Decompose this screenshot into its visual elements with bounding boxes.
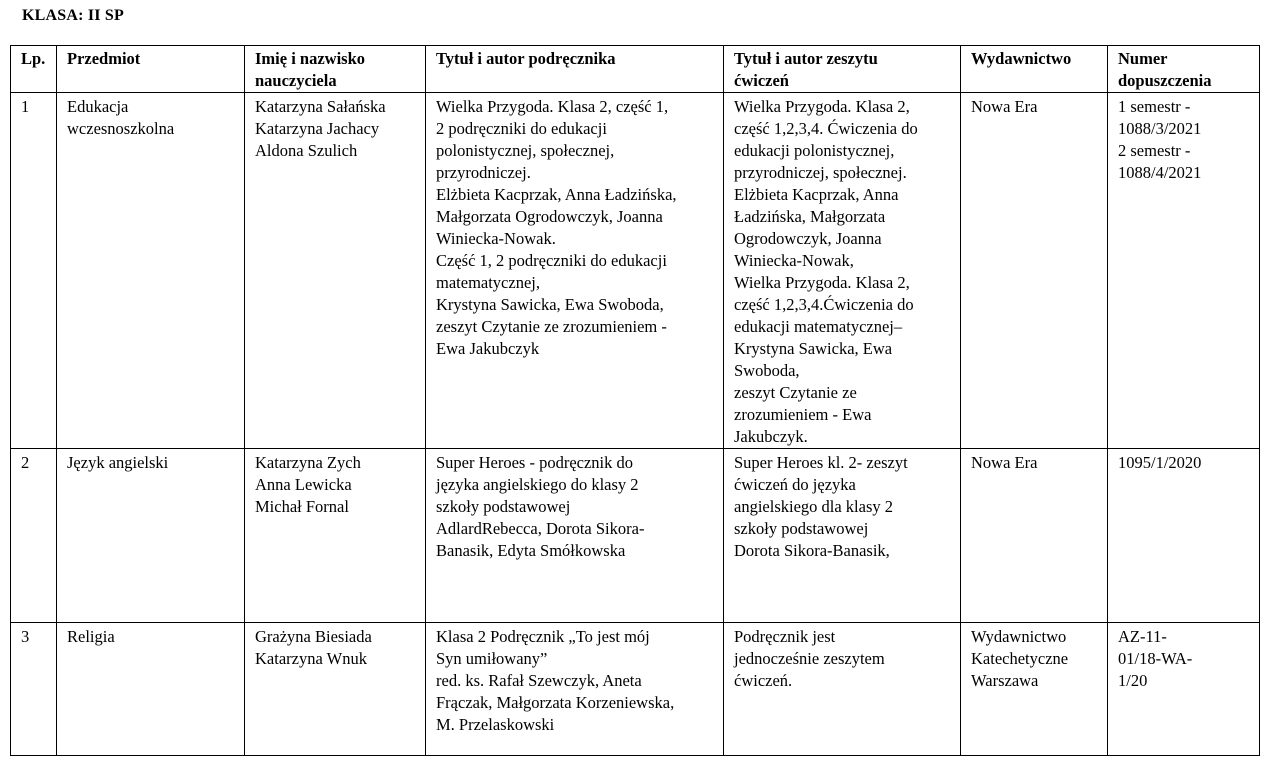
class-title: KLASA: II SP: [22, 7, 124, 24]
cell-line: Edukacja: [67, 97, 129, 116]
cell-line: Syn umiłowany”: [436, 649, 548, 668]
header-workbook: [724, 46, 961, 93]
cell-line: Dorota Sikora-Banasik,: [734, 541, 890, 560]
cell-teacher: [245, 449, 426, 623]
cell-line: dopuszczenia: [1118, 71, 1212, 90]
header-lp: Lp.: [11, 46, 57, 93]
cell-approval: [1108, 449, 1260, 623]
cell-line: Ładzińska, Małgorzata: [734, 207, 886, 226]
cell-line: 1095/1/2020: [1118, 453, 1202, 472]
cell-line: ćwiczeń.: [734, 671, 793, 690]
cell-line: 1/20: [1118, 671, 1148, 690]
cell-line: Ogrodowczyk, Joanna: [734, 229, 882, 248]
cell-publisher: [961, 93, 1108, 449]
cell-line: AdlardRebecca, Dorota Sikora-: [436, 519, 645, 538]
cell-line: Wielka Przygoda. Klasa 2,: [734, 97, 910, 116]
cell-subject: [57, 623, 245, 756]
cell-line: 2 semestr -: [1118, 141, 1191, 160]
cell-line: Część 1, 2 podręczniki do edukacji: [436, 251, 667, 270]
cell-textbook: [426, 623, 724, 756]
cell-line: Klasa 2 Podręcznik „To jest mój: [436, 627, 650, 646]
cell-line: Imię i nazwisko: [255, 49, 366, 68]
header-publisher: Wydawnictwo: [961, 46, 1108, 93]
cell-line: Katechetyczne: [971, 649, 1069, 668]
cell-line: Ewa Jakubczyk: [436, 339, 540, 358]
cell-line: Elżbieta Kacprzak, Anna Ładzińska,: [436, 185, 677, 204]
cell-line: Katarzyna Jachacy: [255, 119, 380, 138]
cell-workbook: [724, 449, 961, 623]
cell-line: Michał Fornal: [255, 497, 349, 516]
cell-line: Krystyna Sawicka, Ewa: [734, 339, 893, 358]
cell-line: red. ks. Rafał Szewczyk, Aneta: [436, 671, 642, 690]
cell-textbook: [426, 449, 724, 623]
cell-line: 01/18-WA-: [1118, 649, 1193, 668]
cell-line: edukacji polonistycznej,: [734, 141, 895, 160]
cell-teacher: [245, 93, 426, 449]
cell-line: polonistycznej, społecznej,: [436, 141, 615, 160]
cell-line: Super Heroes - podręcznik do: [436, 453, 634, 472]
cell-textbook: [426, 93, 724, 449]
cell-line: M. Przelaskowski: [436, 715, 555, 734]
cell-line: nauczyciela: [255, 71, 337, 90]
cell-line: Tytuł i autor zeszytu: [734, 49, 878, 68]
cell-line: Wydawnictwo: [971, 627, 1067, 646]
table-row: [11, 623, 1260, 756]
cell-publisher: [961, 449, 1108, 623]
cell-line: matematycznej,: [436, 273, 540, 292]
cell-approval: [1108, 623, 1260, 756]
cell-subject: [57, 93, 245, 449]
cell-lp: 2: [11, 449, 57, 623]
cell-line: Katarzyna Zych: [255, 453, 361, 472]
cell-line: szkoły podstawowej: [734, 519, 869, 538]
cell-line: jednocześnie zeszytem: [734, 649, 885, 668]
cell-line: Elżbieta Kacprzak, Anna: [734, 185, 899, 204]
table-row: [11, 93, 1260, 449]
cell-line: Winiecka-Nowak.: [436, 229, 556, 248]
cell-line: angielskiego dla klasy 2: [734, 497, 894, 516]
cell-teacher: [245, 623, 426, 756]
cell-line: Język angielski: [67, 453, 169, 472]
cell-line: część 1,2,3,4.Ćwiczenia do: [734, 295, 914, 314]
cell-line: Wielka Przygoda. Klasa 2,: [734, 273, 910, 292]
cell-lp: 1: [11, 93, 57, 449]
cell-publisher: [961, 623, 1108, 756]
cell-workbook: [724, 93, 961, 449]
cell-line: Grażyna Biesiada: [255, 627, 372, 646]
cell-line: wczesnoszkolna: [67, 119, 175, 138]
cell-subject: [57, 449, 245, 623]
table-row: [11, 449, 1260, 623]
header-approval: [1108, 46, 1260, 93]
cell-line: Małgorzata Ogrodowczyk, Joanna: [436, 207, 663, 226]
cell-line: Krystyna Sawicka, Ewa Swoboda,: [436, 295, 664, 314]
cell-line: Anna Lewicka: [255, 475, 352, 494]
cell-line: Nowa Era: [971, 453, 1038, 472]
header-textbook: Tytuł i autor podręcznika: [426, 46, 724, 93]
cell-line: Wielka Przygoda. Klasa 2, część 1,: [436, 97, 669, 116]
header-row: [11, 46, 1260, 93]
cell-line: Nowa Era: [971, 97, 1038, 116]
cell-line: Banasik, Edyta Smółkowska: [436, 541, 626, 560]
cell-line: języka angielskiego do klasy 2: [436, 475, 639, 494]
cell-line: Super Heroes kl. 2- zeszyt: [734, 453, 908, 472]
cell-line: Religia: [67, 627, 115, 646]
cell-line: 1 semestr -: [1118, 97, 1191, 116]
cell-line: przyrodniczej.: [436, 163, 531, 182]
cell-line: Frączak, Małgorzata Korzeniewska,: [436, 693, 675, 712]
cell-line: Katarzyna Wnuk: [255, 649, 367, 668]
cell-line: 2 podręczniki do edukacji: [436, 119, 607, 138]
cell-line: Warszawa: [971, 671, 1039, 690]
cell-line: Winiecka-Nowak,: [734, 251, 854, 270]
cell-line: zeszyt Czytanie ze: [734, 383, 857, 402]
cell-line: AZ-11-: [1118, 627, 1167, 646]
cell-line: Jakubczyk.: [734, 427, 808, 446]
cell-line: szkoły podstawowej: [436, 497, 571, 516]
header-subject: Przedmiot: [57, 46, 245, 93]
cell-line: Katarzyna Sałańska: [255, 97, 386, 116]
cell-line: część 1,2,3,4. Ćwiczenia do: [734, 119, 918, 138]
cell-line: 1088/4/2021: [1118, 163, 1202, 182]
cell-workbook: [724, 623, 961, 756]
cell-line: Numer: [1118, 49, 1168, 68]
cell-lp: 3: [11, 623, 57, 756]
cell-line: ćwiczeń do języka: [734, 475, 856, 494]
cell-approval: [1108, 93, 1260, 449]
cell-line: edukacji matematycznej–: [734, 317, 903, 336]
textbook-table: [10, 45, 1260, 756]
cell-line: ćwiczeń: [734, 71, 789, 90]
cell-line: Swoboda,: [734, 361, 800, 380]
cell-line: przyrodniczej, społecznej.: [734, 163, 907, 182]
cell-line: zeszyt Czytanie ze zrozumieniem -: [436, 317, 667, 336]
cell-line: Podręcznik jest: [734, 627, 836, 646]
cell-line: Aldona Szulich: [255, 141, 358, 160]
header-teacher: [245, 46, 426, 93]
cell-line: 1088/3/2021: [1118, 119, 1202, 138]
cell-line: zrozumieniem - Ewa: [734, 405, 872, 424]
